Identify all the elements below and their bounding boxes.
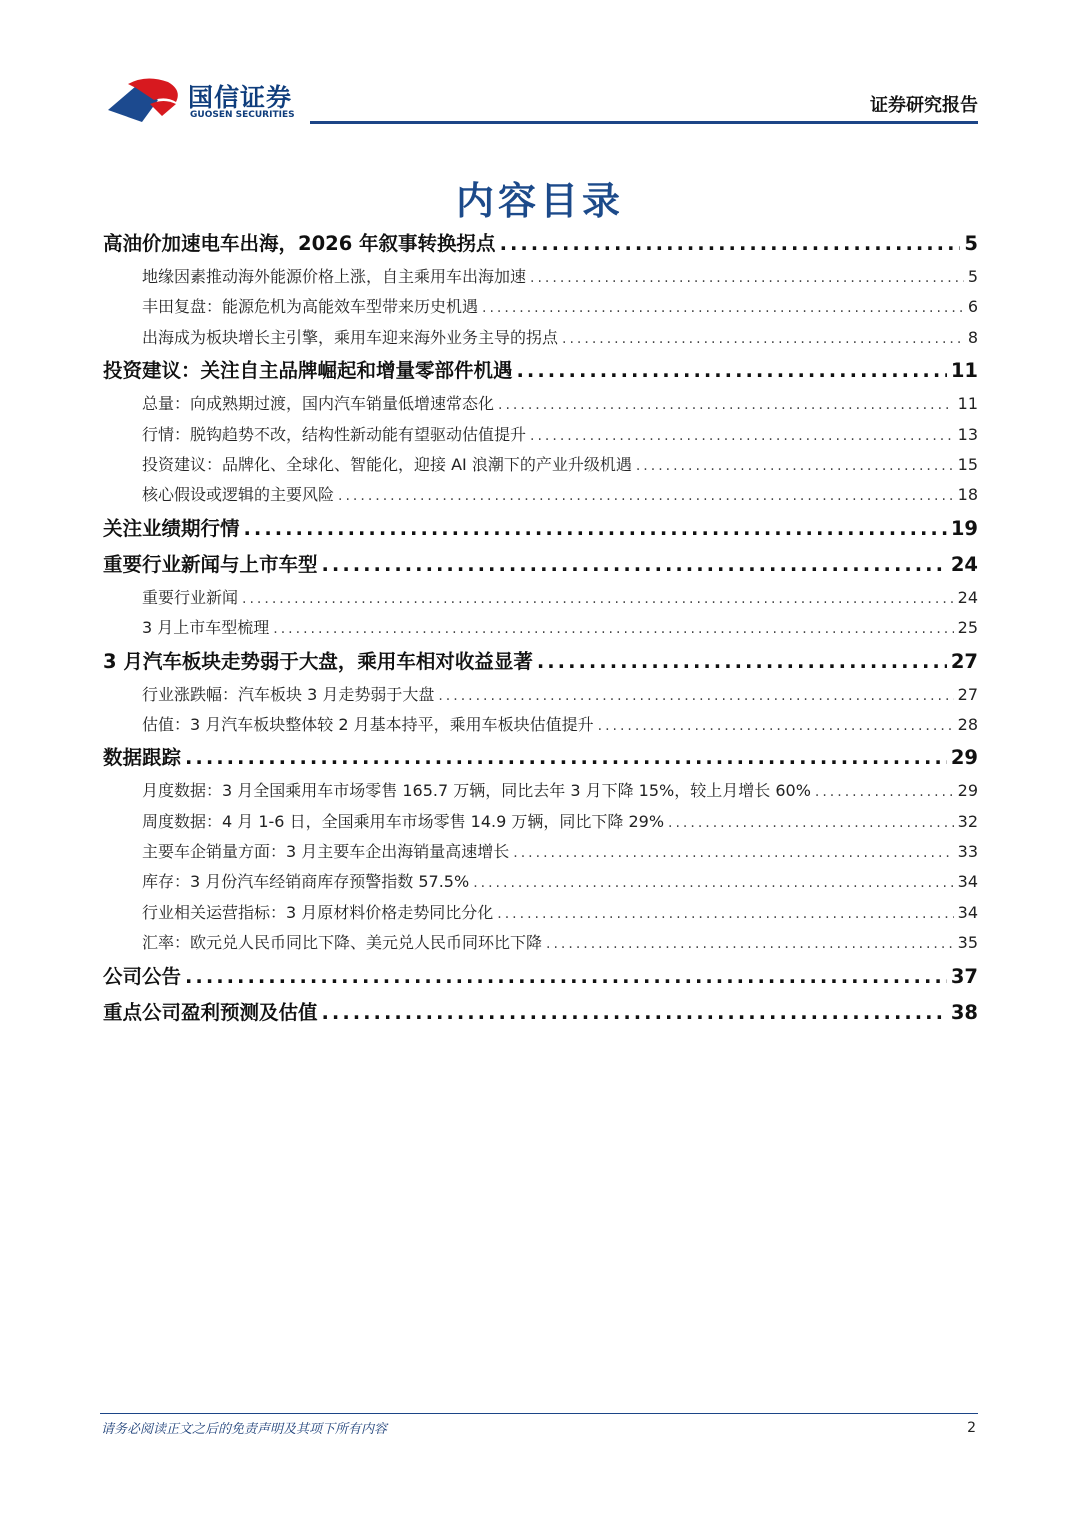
toc-entry-title: 公司公告 [103, 964, 182, 988]
toc-entry-page: 8 [967, 327, 978, 347]
toc-entry-title: 3 月汽车板块走势弱于大盘，乘用车相对收益显著 [103, 649, 533, 673]
toc-subsection-entry[interactable] [103, 928, 978, 958]
toc-dot-leader [815, 777, 954, 806]
toc-dot-leader [273, 614, 953, 643]
toc-section-entry[interactable] [103, 644, 978, 680]
toc-entry-title: 行情：脱钩趋势不改，结构性新动能有望驱动估值提升 [142, 424, 527, 444]
toc-subsection-entry[interactable] [103, 323, 978, 353]
toc-entry-title: 总量：向成熟期过渡，国内汽车销量低增速常态化 [142, 394, 495, 414]
toc-dot-leader [668, 808, 954, 837]
toc-section-entry[interactable] [103, 353, 978, 389]
toc-dot-leader [517, 353, 947, 389]
toc-dot-leader [598, 711, 954, 740]
toc-entry-title: 数据跟踪 [103, 746, 182, 770]
toc-entry-page: 19 [950, 516, 978, 540]
toc-dot-leader [185, 959, 947, 995]
toc-entry-title: 核心假设或逻辑的主要风险 [142, 485, 335, 505]
toc-dot-leader [537, 644, 947, 680]
toc-dot-leader [482, 293, 964, 322]
toc-section-entry[interactable] [103, 226, 978, 262]
toc-dot-leader [438, 681, 953, 710]
toc-dot-leader [498, 390, 954, 419]
page-number: 2 [967, 1420, 976, 1436]
toc-section-entry[interactable] [103, 995, 978, 1031]
toc-entry-title: 投资建议：品牌化、全球化、智能化，迎接 AI 浪潮下的产业升级机遇 [142, 454, 632, 474]
toc-section-entry[interactable] [103, 740, 978, 776]
toc-section-entry[interactable] [103, 959, 978, 995]
toc-dot-leader [530, 263, 964, 292]
toc-entry-page: 5 [967, 267, 978, 286]
toc-subsection-entry[interactable] [103, 776, 978, 806]
toc-entry-page: 5 [964, 232, 978, 255]
toc-entry-page: 24 [957, 587, 978, 607]
toc-section-entry[interactable] [103, 547, 978, 583]
toc-entry-page: 34 [957, 872, 978, 892]
toc-entry-page: 18 [957, 485, 978, 505]
toc-dot-leader [497, 899, 953, 928]
toc-entry-page: 24 [950, 552, 978, 576]
toc-entry-page: 28 [957, 714, 978, 734]
guosen-logo [106, 76, 296, 126]
toc-entry-page: 11 [957, 394, 978, 414]
toc-subsection-entry[interactable] [103, 613, 978, 643]
toc-title: 内容目录 [455, 179, 624, 223]
toc-dot-leader [244, 511, 947, 547]
toc-entry-title: 月度数据：3 月全国乘用车市场零售 165.7 万辆，同比去年 3 月下降 15%，较上月增长 60% [142, 781, 811, 801]
toc-entry-page: 33 [957, 842, 978, 862]
toc-entry-title: 估值：3 月汽车板块整体较 2 月基本持平，乘用车板块估值提升 [142, 714, 594, 734]
toc-entry-page: 35 [957, 933, 978, 953]
toc-dot-leader [500, 226, 961, 262]
toc-entry-page: 32 [957, 811, 978, 831]
toc-dot-leader [322, 995, 947, 1031]
toc-subsection-entry[interactable] [103, 898, 978, 928]
toc-subsection-entry[interactable] [103, 807, 978, 837]
toc-entry-title: 行业相关运营指标：3 月原材料价格走势同比分化 [142, 902, 494, 922]
toc-entry-title: 库存：3 月份汽车经销商库存预警指数 57.5% [142, 872, 470, 892]
toc-entry-title: 重要行业新闻 [142, 587, 239, 607]
toc-entry-title: 地缘因素推动海外能源价格上涨，自主乘用车出海加速 [142, 267, 527, 286]
toc-entry-title: 丰田复盘：能源危机为高能效车型带来历史机遇 [142, 297, 479, 317]
toc-dot-leader [636, 451, 954, 480]
toc-subsection-entry[interactable] [103, 420, 978, 450]
table-of-contents [103, 226, 978, 1031]
toc-entry-title: 重点公司盈利预测及估值 [103, 1000, 318, 1024]
report-type-label: 证券研究报告 [870, 95, 978, 116]
toc-entry-title: 行业涨跌幅：汽车板块 3 月走势弱于大盘 [142, 684, 435, 704]
guosen-logo-icon [106, 76, 186, 126]
toc-dot-leader [513, 838, 953, 867]
toc-entry-title: 汇率：欧元兑人民币同比下降、美元兑人民币同环比下降 [142, 933, 543, 953]
toc-entry-title: 关注业绩期行情 [103, 516, 240, 540]
logo-english-name: GUOSEN SECURITIES [190, 110, 295, 120]
toc-entry-page: 6 [967, 297, 978, 317]
toc-dot-leader [530, 421, 954, 450]
toc-subsection-entry[interactable] [103, 583, 978, 613]
toc-dot-leader [473, 868, 953, 897]
toc-subsection-entry[interactable] [103, 867, 978, 897]
toc-entry-title: 出海成为板块增长主引擎，乘用车迎来海外业务主导的拐点 [142, 327, 559, 347]
toc-dot-leader [546, 929, 954, 958]
toc-entry-title: 高油价加速电车出海，2026 年叙事转换拐点 [103, 232, 496, 255]
toc-entry-page: 29 [950, 746, 978, 770]
toc-section-entry[interactable] [103, 511, 978, 547]
toc-subsection-entry[interactable] [103, 450, 978, 480]
toc-subsection-entry[interactable] [103, 292, 978, 322]
toc-entry-page: 11 [950, 359, 978, 383]
toc-entry-page: 15 [957, 454, 978, 474]
toc-entry-title: 投资建议：关注自主品牌崛起和增量零部件机遇 [103, 359, 513, 383]
toc-entry-page: 29 [957, 781, 978, 801]
toc-dot-leader [322, 547, 947, 583]
toc-subsection-entry[interactable] [103, 710, 978, 740]
toc-dot-leader [338, 481, 954, 510]
toc-entry-page: 27 [957, 684, 978, 704]
toc-dot-leader [185, 740, 947, 776]
toc-entry-page: 34 [957, 902, 978, 922]
toc-entry-page: 25 [957, 618, 978, 638]
toc-entry-title: 主要车企销量方面：3 月主要车企出海销量高速增长 [142, 842, 510, 862]
toc-entry-page: 37 [950, 964, 978, 988]
logo-chinese-name: 国信证券 [188, 83, 293, 112]
toc-entry-title: 3 月上市车型梳理 [142, 618, 270, 638]
header-divider [310, 121, 978, 124]
footer-disclaimer: 请务必阅读正文之后的免责声明及其项下所有内容 [101, 1422, 388, 1437]
page-header [0, 0, 1080, 130]
toc-subsection-entry[interactable] [103, 680, 978, 710]
toc-subsection-entry[interactable] [103, 389, 978, 419]
toc-entry-page: 38 [950, 1000, 978, 1024]
toc-subsection-entry[interactable] [103, 837, 978, 867]
toc-dot-leader [242, 584, 954, 613]
toc-entry-title: 周度数据：4 月 1-6 日，全国乘用车市场零售 14.9 万辆，同比下降 29% [142, 811, 665, 831]
toc-dot-leader [562, 324, 964, 353]
toc-subsection-entry[interactable] [103, 262, 978, 292]
toc-entry-page: 13 [957, 424, 978, 444]
toc-entry-page: 27 [950, 649, 978, 673]
toc-entry-title: 重要行业新闻与上市车型 [103, 552, 318, 576]
footer-divider [100, 1413, 978, 1414]
toc-subsection-entry[interactable] [103, 480, 978, 510]
